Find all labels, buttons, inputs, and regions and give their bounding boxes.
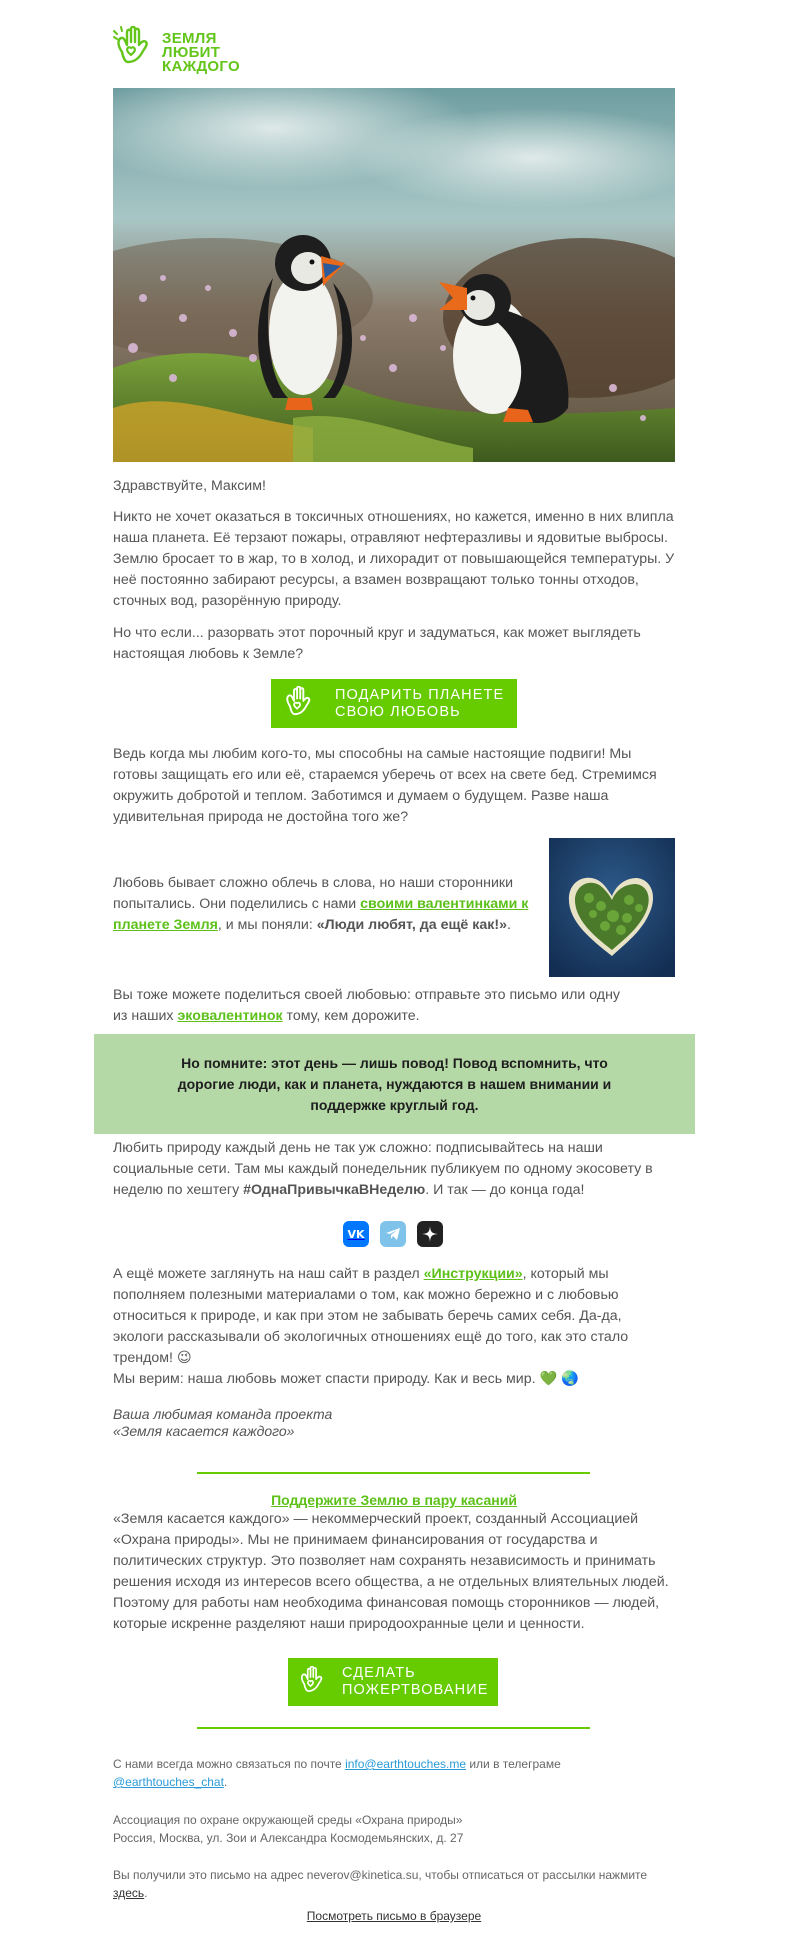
divider	[197, 1472, 590, 1474]
view-in-browser-link[interactable]: Посмотреть письмо в браузере	[306, 1909, 482, 1923]
telegram-icon[interactable]	[380, 1221, 406, 1247]
valentines-text: , и мы поняли:	[217, 917, 317, 933]
give-love-button[interactable]	[271, 679, 517, 728]
signature-line: Ваша любимая команда проекта	[113, 1406, 333, 1422]
cta-line: СВОЮ ЛЮБОВЬ	[335, 703, 461, 720]
puffins-photo	[113, 88, 675, 462]
contact-label: .	[223, 1775, 228, 1789]
support-paragraph: «Земля касается каждого» — некоммерческий проект, созданный Ассоциацией «Охрана природы». Мы не принимаем финансирования от государства и политических структур. Это позволяет нам сохранять независимость и принимать решения исходя из интересов всего общества, а не отдельных влиятельных людей. Поэтому для работы нам необходима финансовая помощь сторонников — людей, которые искренне разделяют наши природоохранные цели и ценности.	[113, 1511, 669, 1632]
eco-valentines-link[interactable]: эковалентинок	[177, 1008, 283, 1024]
unsubscribe-text	[113, 1866, 675, 1902]
org-address: Россия, Москва, ул. Зои и Александра Космодемьянских, д. 27	[113, 1831, 464, 1845]
share-paragraph	[113, 985, 633, 1027]
share-text: Вы тоже можете поделиться своей любовью: отправьте это письмо или одну из наших	[113, 987, 620, 1024]
unsubscribe-label: .	[144, 1886, 148, 1900]
unsubscribe-link[interactable]: здесь	[113, 1886, 145, 1900]
logo-line: ЗЕМЛЯ	[162, 30, 217, 47]
cta-line: СДЕЛАТЬ	[342, 1665, 416, 1681]
instructions-text: А ещё можете заглянуть на наш сайт в раздел	[113, 1266, 424, 1282]
vk-glyph: VK	[347, 1227, 365, 1241]
hashtag: #ОднаПривычкаВНеделю	[243, 1182, 426, 1198]
email-link[interactable]: info@earthtouches.me	[345, 1757, 466, 1771]
share-text: тому, кем дорожите.	[282, 1008, 420, 1024]
telegram-chat-link[interactable]: @earthtouches_chat	[113, 1775, 224, 1789]
org-name: Ассоциация по охране окружающей среды «Охрана природы»	[113, 1813, 463, 1827]
notice-banner	[94, 1034, 695, 1134]
donate-button[interactable]	[288, 1658, 498, 1706]
hero-image	[113, 88, 675, 462]
logo-line: ЛЮБИТ	[162, 44, 221, 61]
valentines-text: .	[506, 917, 511, 933]
cta-line: ПОЖЕРТВОВАНИЕ	[342, 1682, 489, 1698]
hand-heart-icon	[283, 686, 319, 722]
social-links	[343, 1221, 443, 1247]
support-title-link[interactable]: Поддержите Землю в пару касаний	[271, 1492, 517, 1508]
question-paragraph: Но что если... разорвать этот порочный круг и задуматься, как может выглядеть настоящая любовь к Земле?	[113, 625, 641, 662]
signature-line: «Земля касается каждого»	[113, 1423, 295, 1439]
heart-island-image	[549, 838, 675, 977]
contact-label: или в телеграме	[466, 1757, 561, 1771]
instructions-paragraph	[113, 1264, 675, 1369]
greeting-text: Здравствуйте, Максим!	[113, 478, 266, 494]
notice-text: Но помните: этот день — лишь повод! Повод вспомнить, что дорогие люди, как и планета, нуждаются в нашем внимании и поддержке круглый год.	[177, 1054, 612, 1113]
contact-text	[113, 1755, 675, 1791]
dzen-icon[interactable]	[417, 1221, 443, 1247]
instructions-link[interactable]: «Инструкции»	[423, 1266, 523, 1282]
valentines-text: Любовь бывает сложно облечь в слова, но наши сторонники попытались. Они поделились с нами	[113, 875, 514, 912]
telegram-plane-icon	[385, 1227, 401, 1241]
dzen-star-icon	[422, 1226, 438, 1242]
divider	[197, 1727, 590, 1729]
cta-line: ПОДАРИТЬ ПЛАНЕТЕ	[335, 686, 505, 703]
brand-logo[interactable]	[113, 22, 263, 80]
instructions-text: , который мы пополняем полезными материалами о том, как можно бережно и с любовью относиться к природе, и как при этом не забывать беречь самих себя. Да-да, экологи рассказывали об экологичных отношениях ещё до того, как это стало трендом! 😉	[113, 1266, 629, 1366]
social-paragraph	[113, 1138, 675, 1201]
give-love-label	[335, 687, 504, 721]
social-text: Любить природу каждый день не так уж сложно: подписывайтесь на наши социальные сети. Там мы каждый понедельник публикуем по одному экосовету в неделю по хештегу	[113, 1140, 653, 1198]
contact-label: С нами всегда можно связаться по почте	[113, 1757, 346, 1771]
heart-island-photo	[549, 838, 675, 977]
unsubscribe-label: Вы получили это письмо на адрес neverov@kinetica.su, чтобы отписаться от рассылки нажмите	[113, 1868, 648, 1882]
hand-heart-icon	[298, 1666, 330, 1698]
logo-line: КАЖДОГО	[162, 58, 240, 75]
intro-paragraph: Никто не хочет оказаться в токсичных отношениях, но кажется, именно в них влипла наша планета. Её терзают пожары, отравляют нефтеразливы и ядовитые выбросы. Землю бросает то в жар, то в холод, и лихорадит от повышающейся температуры. У неё постоянно забирают ресурсы, а взамен возвращают только тонны отходов, сточных вод, разорённую природу.	[113, 509, 675, 609]
donate-label	[342, 1665, 489, 1699]
logo-wordmark	[162, 32, 240, 74]
social-text: . И так — до конца года!	[425, 1182, 585, 1198]
valentines-link[interactable]: своими валентинками к планете Земля	[113, 896, 529, 933]
belief-paragraph: Мы верим: наша любовь может спасти природу. Как и весь мир. 💚 🌏	[113, 1371, 579, 1387]
valentines-quote: «Люди любят, да ещё как!»	[316, 917, 507, 933]
love-paragraph: Ведь когда мы любим кого-то, мы способны на самые настоящие подвиги! Мы готовы защищать его или её, стараемся уберечь от всех на свете бед. Стремимся окружить добротой и теплом. Заботимся и думаем о будущем. Разве наша удивительная природа не достойна того же?	[113, 746, 657, 825]
hand-heart-icon	[113, 26, 159, 72]
valentines-paragraph	[113, 873, 533, 936]
vk-icon[interactable]	[343, 1221, 369, 1247]
